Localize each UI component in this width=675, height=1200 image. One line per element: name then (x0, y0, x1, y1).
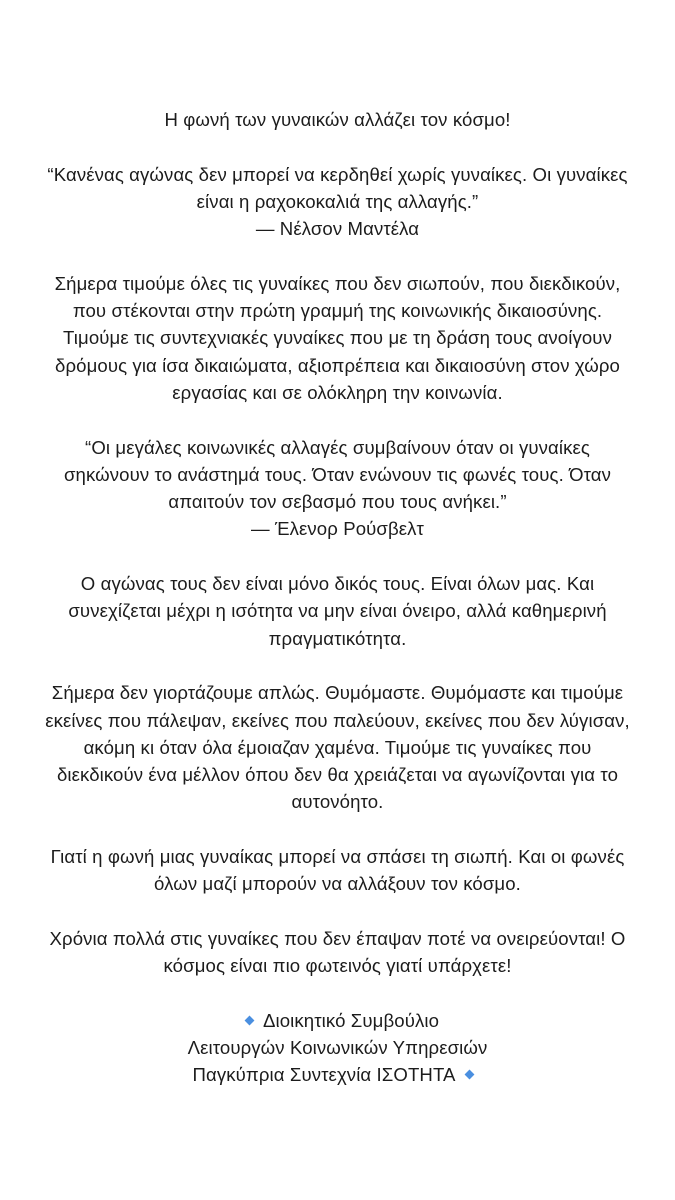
signature (0, 1007, 675, 1089)
signature-union: Παγκύπρια Συντεχνία ΙΣΟΤΗΤΑ (192, 1064, 456, 1086)
paragraph-line: Σήμερα δεν γιορτάζουμε απλώς. Θυμόμαστε. Θυμόμαστε και τιμούμε (51, 682, 624, 704)
quote-line: είναι η ραχοκοκαλιά της αλλαγής.” (196, 190, 479, 212)
spacer (0, 980, 675, 1007)
quote-line: “Οι μεγάλες κοινωνικές αλλαγές συμβαίνουν όταν οι γυναίκες (85, 436, 590, 458)
paragraph-line: Ο αγώνας τους δεν είναι μόνο δικός τους. Είναι όλων μας. Και (80, 573, 595, 595)
quote-author: — Έλενορ Ρούσβελτ (250, 518, 425, 540)
paragraph-line: όλων μαζί μπορούν να αλλάξουν τον κόσμο. (154, 873, 521, 895)
paragraph-line: ακόμη κι όταν όλα έμοιαζαν χαμένα. Τιμούμε τις γυναίκες που (83, 736, 592, 758)
spacer (0, 816, 675, 843)
quote-line: “Κανένας αγώνας δεν μπορεί να κερδηθεί χωρίς γυναίκες. Οι γυναίκες (47, 163, 628, 185)
signature-line-3 (14, 1061, 661, 1088)
paragraph-line: Χρόνια πολλά στις γυναίκες που δεν έπαψαν ποτέ να ονειρεύονται! Ο (49, 927, 626, 949)
spacer (0, 652, 675, 679)
signature-line-1 (14, 1007, 661, 1034)
quote-line: σηκώνουν το ανάστημά τους. Όταν ενώνουν τις φωνές τους. Όταν (63, 463, 612, 485)
paragraph-line: Τιμούμε τις συντεχνιακές γυναίκες που με τη δράση τους ανοίγουν (63, 327, 612, 349)
paragraph-line: πραγματικότητα. (268, 627, 407, 649)
spacer (0, 242, 675, 269)
headline-text: Η φωνή των γυναικών αλλάζει τον κόσμο! (164, 109, 511, 130)
spacer (0, 133, 675, 160)
paragraph-line: Γιατί η φωνή μιας γυναίκας μπορεί να σπάσει τη σιωπή. Και οι φωνές (50, 846, 625, 868)
paragraph-line: εργασίας και σε ολόκληρη την κοινωνία. (172, 381, 503, 403)
paragraph-line: δρόμους για ίσα δικαιώματα, αξιοπρέπεια και δικαιοσύνη στον χώρο (55, 354, 620, 376)
quote-roosevelt (0, 434, 675, 543)
quote-mandela (0, 161, 675, 243)
paragraph-line: κόσμος είναι πιο φωτεινός γιατί υπάρχετε! (163, 955, 512, 977)
signature-board: Διοικητικό Συμβούλιο (262, 1009, 440, 1031)
paragraph-line: Σήμερα τιμούμε όλες τις γυναίκες που δεν σιωπούν, που διεκδικούν, (54, 272, 621, 294)
document-body (0, 106, 675, 1089)
spacer (0, 898, 675, 925)
paragraph-line: εκείνες που πάλεψαν, εκείνες που παλεύουν, εκείνες που δεν λύγισαν, (45, 709, 630, 731)
paragraph-tribute (0, 270, 675, 406)
quote-author: — Νέλσον Μαντέλα (255, 218, 420, 240)
quote-line: απαιτούν τον σεβασμό που τους ανήκει.” (168, 491, 507, 513)
paragraph-line: που στέκονται στην πρώτη γραμμή της κοινωνικής δικαιοσύνης. (72, 300, 603, 322)
paragraph-voice (0, 843, 675, 898)
paragraph-line: συνεχίζεται μέχρι η ισότητα να μην είναι όνειρο, αλλά καθημερινή (68, 600, 607, 622)
paragraph-line: αυτονόητο. (291, 791, 384, 813)
small-blue-diamond-icon (245, 1015, 255, 1025)
paragraph-struggle (0, 570, 675, 652)
signature-line-2: Λειτουργών Κοινωνικών Υπηρεσιών (187, 1037, 488, 1059)
paragraph-line: διεκδικούν ένα μέλλον όπου δεν θα χρειάζεται να αγωνίζονται για το (56, 764, 619, 786)
paragraph-wishes (0, 925, 675, 980)
spacer (0, 406, 675, 433)
spacer (0, 543, 675, 570)
headline (0, 106, 675, 133)
paragraph-remember (0, 679, 675, 815)
small-blue-diamond-icon (464, 1070, 474, 1080)
